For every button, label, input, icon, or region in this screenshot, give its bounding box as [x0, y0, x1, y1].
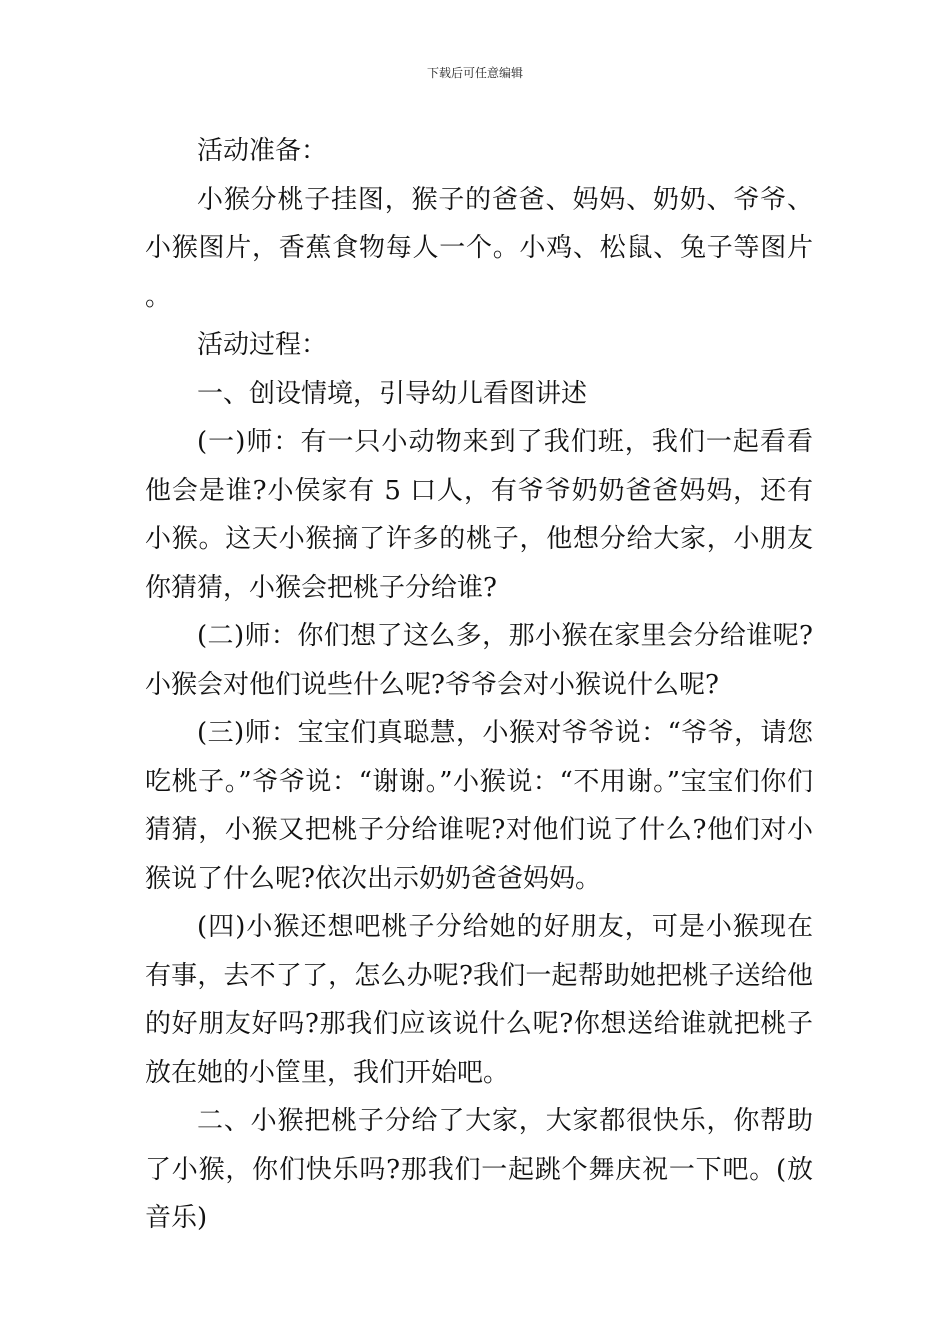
paragraph-step-one-title: 一、创设情境，引导幼儿看图讲述 [197, 378, 588, 409]
document-body [145, 127, 813, 1243]
paragraph-part-4: (四)小猴还想吧桃子分给她的好朋友，可是小猴现在有事，去不了了，怎么办呢?我们一起帮助她把桃子送给他的好朋友好吗?那我们应该说什么呢?你想送给谁就把桃子放在她的小筐里，我们开始吧。 [145, 912, 813, 1088]
paragraph-part-3: (三)师：宝宝们真聪慧，小猴对爷爷说：“爷爷，请您吃桃子。”爷爷说：“谢谢。”小猴说：“不用谢。”宝宝们你们猜猜，小猴又把桃子分给谁呢?对他们说了什么?他们对小猴说了什么呢?依次出示奶奶爸爸妈妈。 [145, 718, 813, 894]
page-header: 下载后可任意编辑 [426, 66, 523, 80]
paragraph-materials: 小猴分桃子挂图，猴子的爸爸、妈妈、奶奶、爷爷、小猴图片，香蕉食物每人一个。小鸡、松鼠、兔子等图片。 [145, 184, 813, 312]
paragraph-step-two: 二、小猴把桃子分给了大家，大家都很快乐，你帮助了小猴，你们快乐吗?那我们一起跳个舞庆祝一下吧。(放音乐) [145, 1106, 813, 1233]
section-heading-process: 活动过程： [197, 330, 328, 360]
paragraph-part-1: (一)师：有一只小动物来到了我们班，我们一起看看他会是谁?小侯家有 5 口人，有爷爷奶奶爸爸妈妈，还有小猴。这天小猴摘了许多的桃子，他想分给大家，小朋友你猜猜，小猴会把桃子分给谁? [145, 427, 813, 603]
section-heading-preparation: 活动准备： [197, 136, 328, 166]
paragraph-part-2: (二)师：你们想了这么多，那小猴在家里会分给谁呢?小猴会对他们说些什么呢?爷爷会对小猴说什么呢? [145, 621, 813, 700]
